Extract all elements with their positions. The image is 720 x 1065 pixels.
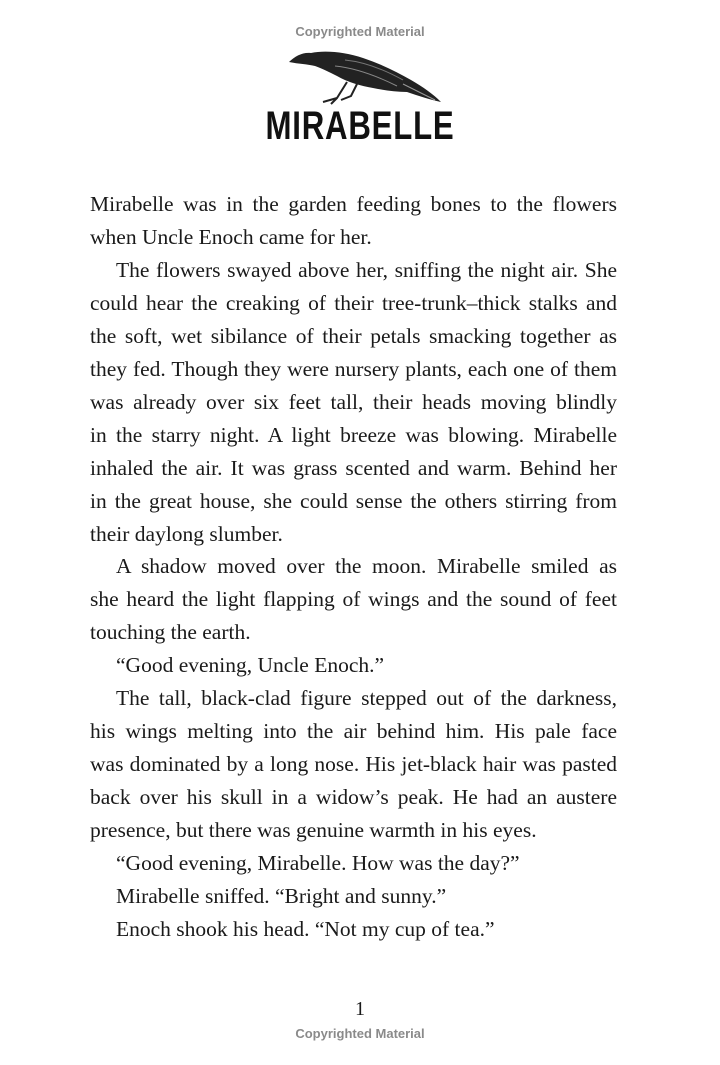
- copyright-watermark-bottom: Copyrighted Material: [295, 1026, 425, 1041]
- text-line: their daylong slumber.: [90, 521, 283, 546]
- page-number: 1: [355, 998, 365, 1020]
- copyright-watermark-top: Copyrighted Material: [295, 24, 425, 39]
- text-line: was already over six feet tall, their heads moving blindly: [90, 389, 617, 414]
- text-line: Enoch shook his head. “Not my cup of tea.”: [116, 916, 495, 941]
- text-line: inhaled the air. It was grass scented and warm. Behind her: [90, 455, 617, 480]
- text-line: they fed. Though they were nursery plants, each one of them: [90, 356, 617, 381]
- text-line: “Good evening, Uncle Enoch.”: [116, 653, 385, 678]
- text-line: A shadow moved over the moon. Mirabelle smiled as: [116, 554, 617, 579]
- text-line: in the starry night. A light breeze was blowing. Mirabelle: [90, 422, 617, 447]
- text-line: The tall, black-clad figure stepped out of the darkness,: [116, 686, 617, 711]
- text-line: touching the earth.: [90, 620, 251, 645]
- text-line: presence, but there was genuine warmth in his eyes.: [90, 818, 537, 843]
- chapter-title: MIRABELLE: [265, 104, 455, 148]
- text-line: Mirabelle sniffed. “Bright and sunny.”: [116, 884, 447, 909]
- text-line: she heard the light flapping of wings and the sound of feet: [90, 587, 617, 612]
- chapter-body-text: [90, 188, 617, 946]
- text-line: Mirabelle was in the garden feeding bones to the flowers: [90, 192, 617, 216]
- raven-icon: [285, 40, 445, 108]
- text-line: his wings melting into the air behind him. His pale face: [90, 719, 617, 744]
- text-line: back over his skull in a widow’s peak. He had an austere: [90, 785, 617, 810]
- text-line: The flowers swayed above her, sniffing the night air. She: [116, 257, 617, 282]
- text-line: could hear the creaking of their tree-trunk–thick stalks and: [90, 290, 617, 315]
- text-line: “Good evening, Mirabelle. How was the day?”: [116, 851, 520, 876]
- text-line: was dominated by a long nose. His jet-black hair was pasted: [90, 752, 617, 777]
- text-line: the soft, wet sibilance of their petals smacking together as: [90, 323, 617, 348]
- text-line: when Uncle Enoch came for her.: [90, 224, 372, 249]
- text-line: in the great house, she could sense the others stirring from: [90, 488, 617, 513]
